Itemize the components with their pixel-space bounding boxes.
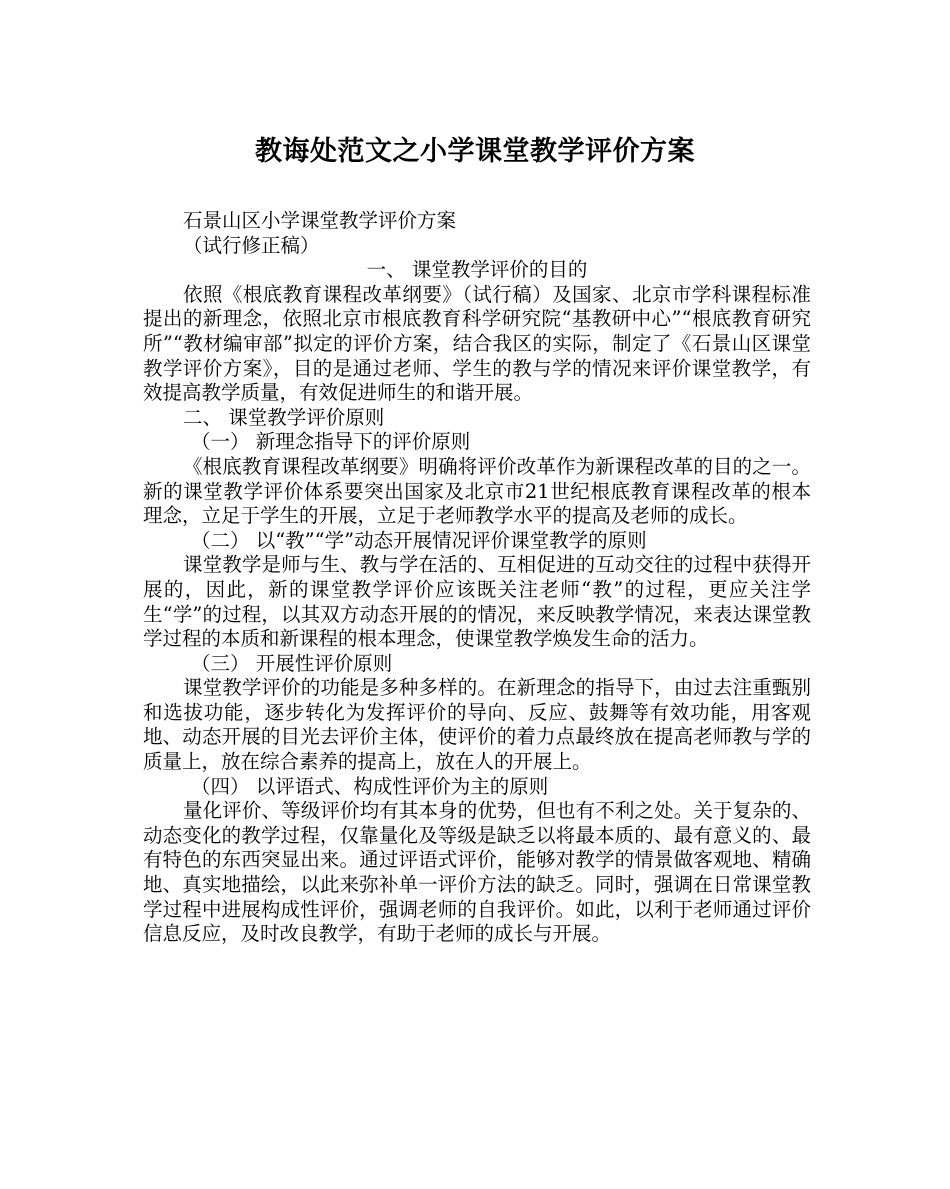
- paragraph-principle-4: 量化评价、等级评价均有其本身的优势，但也有不利之处。关于复杂的、动态变化的教学过程，仅靠量化及等级是缺乏以将最本质的、最有意义的、最有特色的东西突显出来。通过评语式评价，能够对教学的情景做客观地、精确地、真实地描绘，以此来弥补单一评价方法的缺乏。同时，强调在日常课堂教学过程中进展构成性评价，强调老师的自我评价。如此，以利于老师通过评价信息反应，及时改良教学，有助于老师的成长与开展。: [143, 799, 811, 946]
- paragraph-purpose: 依照《根底教育课程改革纲要》（试行稿）及国家、北京市学科课程标准提出的新理念，依照北京市根底教育科学研究院“基教研中心”“根底教育研究所”“教材编审部”拟定的评价方案，结合我区的实际，制定了《石景山区课堂教学评价方案》，目的是通过老师、学生的教与学的情况来评价课堂教学，有效提高教学质量，有效促进师生的和谐开展。: [143, 282, 811, 405]
- subsection-heading-2: （二） 以“教”“学”动态开展情况评价课堂教学的原则: [191, 528, 647, 552]
- plan-name: 石景山区小学课堂教学评价方案: [183, 209, 457, 232]
- subsection-heading-1: （一） 新理念指导下的评价原则: [191, 430, 471, 454]
- section-heading-1: 一、 课堂教学评价的目的: [366, 258, 588, 282]
- draft-note: （试行修正稿）: [183, 233, 320, 257]
- subsection-heading-4: （四） 以评语式、构成性评价为主的原则: [191, 774, 549, 798]
- document-title: 教诲处范文之小学课堂教学评价方案: [255, 136, 695, 167]
- paragraph-principle-3: 课堂教学评价的功能是多种多样的。在新理念的指导下，由过去注重甄别和选拔功能，逐步转化为发挥评价的导向、反应、鼓舞等有效功能，用客观地、动态开展的目光去评价主体，使评价的着力点最终放在提高老师教与学的质量上，放在综合素养的提高上，放在人的开展上。: [143, 676, 811, 774]
- document-body: [143, 209, 811, 947]
- paragraph-principle-1: 《根底教育课程改革纲要》明确将评价改革作为新课程改革的目的之一。新的课堂教学评价体系要突出国家及北京市21世纪根底教育课程改革的根本理念，立足于学生的开展，立足于老师教学水平的提高及老师的成长。: [143, 454, 811, 528]
- subsection-heading-3: （三） 开展性评价原则: [191, 651, 393, 675]
- paragraph-principle-2: 课堂教学是师与生、教与学在活的、互相促进的互动交往的过程中获得开展的，因此，新的课堂教学评价应该既关注老师“教”的过程，更应关注学生“学”的过程，以其双方动态开展的的情况，来反映教学情况，来表达课堂教学过程的本质和新课程的根本理念，使课堂教学焕发生命的活力。: [143, 553, 811, 651]
- section-heading-2: 二、 课堂教学评价原则: [183, 405, 385, 429]
